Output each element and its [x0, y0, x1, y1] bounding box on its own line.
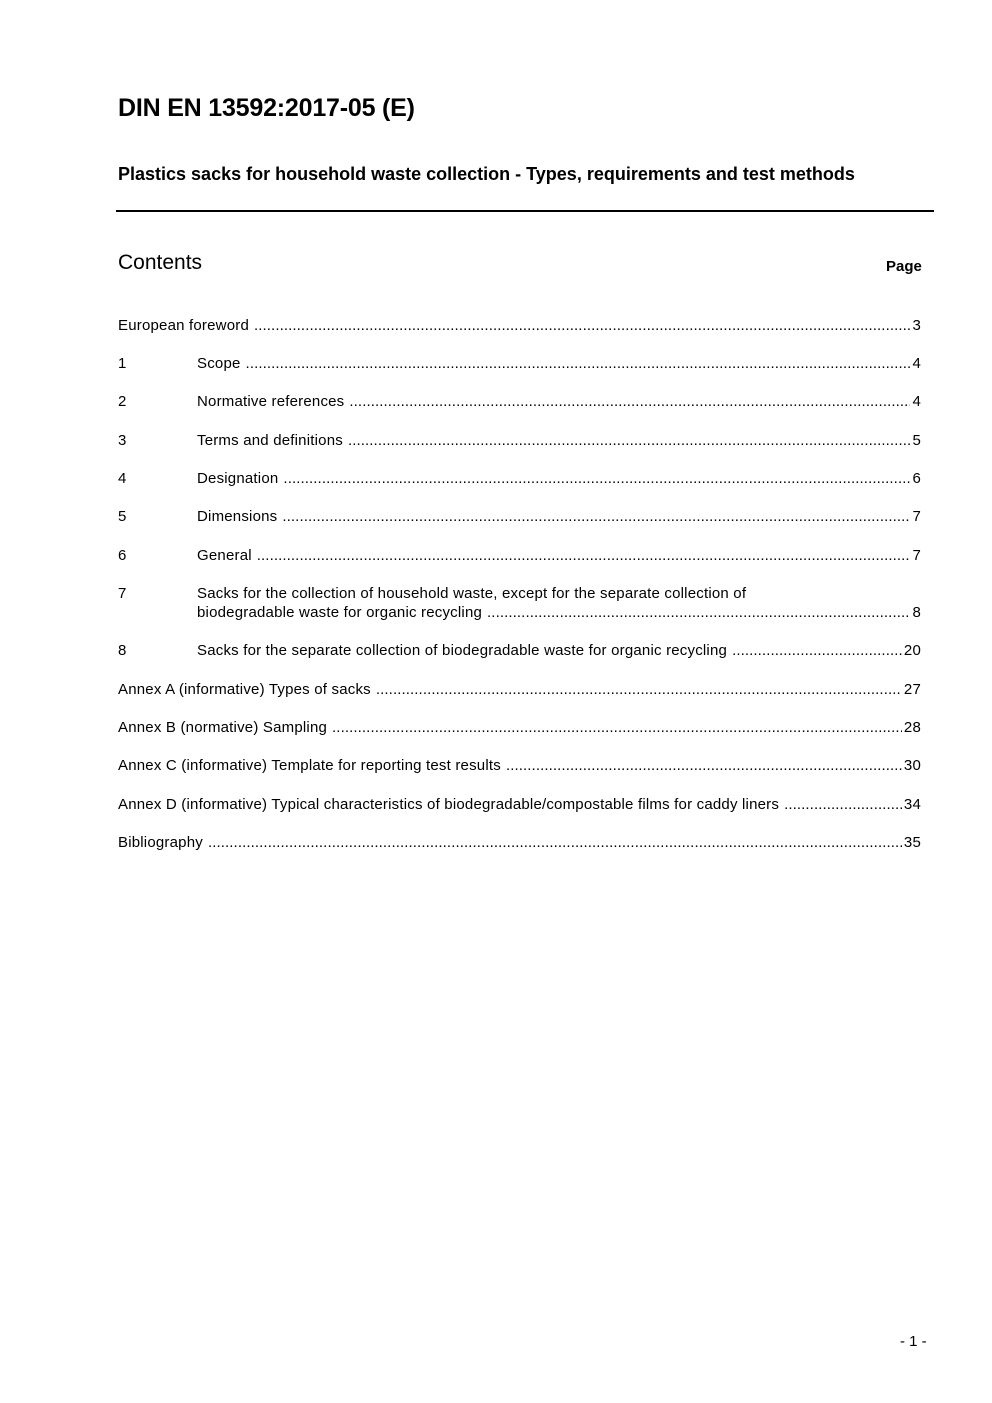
toc-entry-number: 1	[118, 355, 127, 372]
toc-leader-dots	[332, 718, 902, 737]
toc-entry-title: Normative references	[197, 393, 345, 410]
toc-entry-page: 34	[903, 796, 921, 813]
toc-leader-dots	[376, 680, 902, 699]
toc-leader-dots	[257, 546, 911, 565]
header-divider	[116, 210, 934, 212]
toc-entry-page: 27	[903, 681, 921, 698]
toc-entry-annex-d[interactable]	[118, 795, 921, 814]
toc-entry-title: Terms and definitions	[197, 432, 343, 449]
toc-entry-title: Dimensions	[197, 508, 278, 525]
toc-entry-title: Annex D (informative) Typical characteristics of biodegradable/compostable films for caddy liners	[118, 796, 780, 813]
toc-leader-dots	[348, 431, 911, 450]
toc-leader-dots	[254, 316, 910, 335]
toc-leader-dots	[349, 392, 910, 411]
toc-entry-designation[interactable]	[118, 469, 921, 488]
toc-entry-european-foreword[interactable]	[118, 316, 921, 335]
toc-entry-number: 2	[118, 393, 127, 410]
toc-entry-annex-a[interactable]	[118, 680, 921, 699]
toc-entry-title: Annex C (informative) Template for reporting test results	[118, 757, 501, 774]
toc-entry-title-line1: Sacks for the collection of household waste, except for the separate collection of	[197, 585, 747, 602]
toc-entry-dimensions[interactable]	[118, 507, 921, 526]
toc-entry-number: 7	[118, 585, 127, 602]
toc-entry-page: 20	[903, 642, 921, 659]
toc-entry-title: European foreword	[118, 317, 249, 334]
toc-leader-dots	[246, 354, 911, 373]
toc-entry-title: Designation	[197, 470, 279, 487]
toc-entry-general[interactable]	[118, 546, 921, 565]
contents-heading: Contents	[118, 251, 203, 274]
toc-entry-page: 6	[912, 470, 921, 487]
toc-entry-title: Annex B (normative) Sampling	[118, 719, 328, 736]
toc-entry-bibliography[interactable]	[118, 833, 921, 852]
toc-entry-title: biodegradable waste for organic recycling	[197, 604, 483, 621]
toc-leader-dots	[506, 756, 902, 775]
toc-entry-sacks-biodegradable-waste[interactable]	[118, 641, 921, 660]
toc-entry-number: 4	[118, 470, 127, 487]
toc-entry-page: 30	[903, 757, 921, 774]
toc-entry-number: 8	[118, 642, 127, 659]
toc-leader-dots	[208, 833, 902, 852]
toc-leader-dots	[487, 603, 910, 622]
toc-entry-page: 7	[912, 547, 921, 564]
toc-entry-page: 5	[912, 432, 921, 449]
toc-entry-annex-c[interactable]	[118, 756, 921, 775]
toc-leader-dots	[784, 795, 902, 814]
document-id: DIN EN 13592:2017-05 (E)	[118, 94, 415, 122]
toc-entry-number: 5	[118, 508, 127, 525]
toc-leader-dots	[283, 469, 910, 488]
document-subtitle: Plastics sacks for household waste collection - Types, requirements and test methods	[118, 164, 855, 184]
toc-entry-annex-b[interactable]	[118, 718, 921, 737]
page-number: - 1 -	[900, 1333, 927, 1350]
toc-leader-dots	[282, 507, 910, 526]
toc-entry-page: 35	[903, 834, 921, 851]
toc-leader-dots	[732, 641, 902, 660]
toc-entry-page: 4	[912, 355, 921, 372]
page-column-label: Page	[886, 258, 922, 275]
toc-entry-page: 3	[912, 317, 921, 334]
toc-entry-title: Sacks for the separate collection of biodegradable waste for organic recycling	[197, 642, 728, 659]
toc-entry-number: 3	[118, 432, 127, 449]
toc-entry-sacks-household-waste[interactable]	[118, 584, 921, 622]
toc-entry-page: 7	[912, 508, 921, 525]
toc-entry-page: 28	[903, 719, 921, 736]
toc-entry-normative-references[interactable]	[118, 392, 921, 411]
toc-entry-terms-and-definitions[interactable]	[118, 431, 921, 450]
toc-entry-title: Annex A (informative) Types of sacks	[118, 681, 371, 698]
toc-entry-number: 6	[118, 547, 127, 564]
toc-entry-scope[interactable]	[118, 354, 921, 373]
toc-entry-page: 4	[912, 393, 921, 410]
toc-entry-title: General	[197, 547, 252, 564]
toc-entry-page: 8	[912, 604, 921, 621]
toc-entry-title: Scope	[197, 355, 241, 372]
toc-entry-title: Bibliography	[118, 834, 203, 851]
